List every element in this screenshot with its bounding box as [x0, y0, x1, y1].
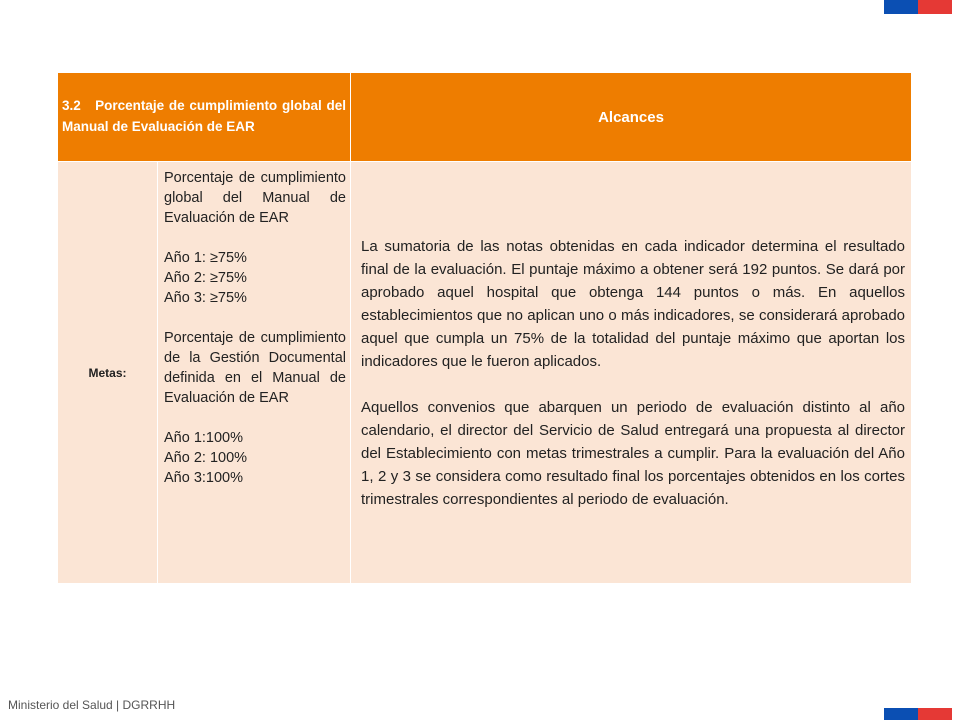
goals-cell	[158, 162, 351, 584]
goal1-text: Porcentaje de cumplimiento global del Manual de Evaluación de EAR	[164, 170, 346, 226]
flag-stripe-top	[884, 0, 952, 14]
scope-title: Alcances	[598, 108, 664, 126]
goal2-year-3: Año 3:100%	[164, 470, 244, 486]
goal1-year-2: Año 2: ≥75%	[164, 270, 247, 286]
flag-blue-block	[884, 0, 918, 14]
table-header-row	[58, 73, 912, 162]
flag-blue-block	[884, 708, 918, 720]
metas-label-cell	[58, 162, 158, 584]
goal1-year-3: Año 3: ≥75%	[164, 290, 247, 306]
flag-stripe-bottom	[884, 708, 952, 720]
goal2-year-1: Año 1:100%	[164, 430, 244, 446]
footer-text: Ministerio del Salud | DGRRHH	[8, 698, 176, 712]
goal2-text: Porcentaje de cumplimiento de la Gestión Documental definida en el Manual de Evaluación de EAR	[164, 330, 346, 406]
flag-red-block	[918, 708, 952, 720]
scope-title-cell	[351, 73, 912, 162]
scope-paragraph-2: Aquellos convenios que abarquen un periodo de evaluación distinto al año calendario, el director del Servicio de Salud entregará una propuesta al director del Establecimiento con metas trimestrales a cumplir. Para la evaluación del Año 1, 2 y 3 se considera como resultado final los porcentajes obtenidos en los cortes trimestrales correspondientes al periodo de evaluación.	[361, 398, 905, 508]
section-title-cell	[58, 73, 351, 162]
goal1-year-1: Año 1: ≥75%	[164, 250, 247, 266]
flag-red-block	[918, 0, 952, 14]
scope-paragraph-1: La sumatoria de las notas obtenidas en cada indicador determina el resultado final de la evaluación. El puntaje máximo a obtener será 192 puntos. Se dará por aprobado aquel hospital que obtenga 144 puntos o más. En aquellos establecimientos que no aplican uno o más indicadores, se considerará aprobado aquel que cumpla un 75% de la totalidad del puntaje máximo que aportan los indicadores que le fueron aplicados.	[361, 237, 905, 370]
goals-table	[57, 72, 912, 584]
table-row	[58, 162, 912, 584]
metas-label: Metas:	[88, 365, 127, 380]
goal2-year-2: Año 2: 100%	[164, 450, 248, 466]
scope-cell	[351, 162, 912, 584]
section-title: 3.2 Porcentaje de cumplimiento global del Manual de Evaluación de EAR	[62, 98, 346, 134]
